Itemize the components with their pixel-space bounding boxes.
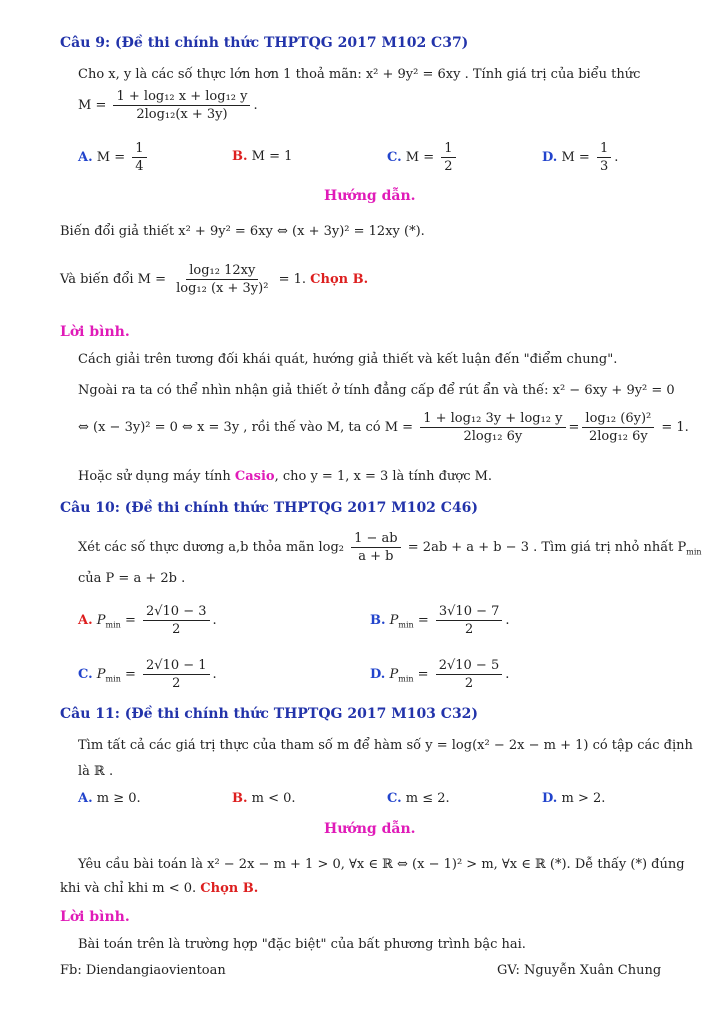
option-letter: C. (78, 667, 93, 682)
footer-right: GV: Nguyễn Xuân Chung (497, 963, 662, 978)
comment-fraction-2 (582, 410, 654, 445)
comment-den-1: 2log₁₂ 6y (463, 429, 523, 444)
q10-stem-line2: của P = a + 2b . (78, 571, 186, 586)
option-lhs: M = (561, 150, 590, 165)
q10-stem-post: = 2ab + a + b − 3 . Tìm giá trị nhỏ nhất P (407, 540, 687, 555)
option-den: 2 (172, 622, 181, 637)
option-lhs: M = (96, 150, 126, 165)
q9-comment-line2: Ngoài ra ta có thể nhìn nhận giả thiết ở tính đẳng cấp để rút ẩn và thế: x² − 6xy + 9y² = 0 (78, 383, 675, 398)
guide-post: = 1. (278, 272, 307, 287)
option-letter: C. (387, 791, 402, 806)
q9-guide-line1: Biến đổi giả thiết x² + 9y² = 6xy ⇔ (x + 3y)² = 12xy (*). (60, 224, 425, 239)
guide-num: log₁₂ 12xy (186, 262, 258, 280)
q9-option-a[interactable] (78, 140, 150, 175)
q11-option-a[interactable] (78, 790, 141, 808)
option-lhs: P (96, 613, 106, 628)
option-fraction (143, 657, 210, 692)
option-lhs: M = (405, 150, 435, 165)
option-letter: A. (78, 150, 93, 165)
option-den: 2 (464, 676, 474, 691)
option-den: 2 (465, 622, 474, 637)
q11-stem-line2: là ℝ . (78, 764, 114, 779)
question-11-title: Câu 11: (Đề thi chính thức THPTQG 2017 M103 C32) (60, 706, 479, 722)
q11-guide-heading: Hướng dẫn. (324, 821, 416, 837)
q9-option-b[interactable] (232, 148, 292, 166)
q9-comment-line4 (78, 468, 492, 486)
option-letter: D. (542, 791, 558, 806)
option-sub: min (398, 620, 414, 630)
q11-option-b[interactable] (232, 790, 296, 808)
q10-option-a[interactable]: A. $P_{min}$ = $\frac{2√10 - 3}{2}$ . (78, 604, 217, 637)
question-9-title: Câu 9: (Đề thi chính thức THPTQG 2017 M102 C37) (60, 35, 469, 51)
q9-comment-line3: ⇔ (x − 3y)² = 0 ⇔ x = 3y , rồi thế vào M, ta có M = $\frac{\text{1 + log₁₂ 3y + log₁₂ y}}{\text{2log₁₂ 6y}}$ = $\frac{\text{log₁₂ (6y)²}}{\text{2log₁₂ 6y}}$ = 1. (78, 411, 689, 444)
option-text: m ≥ 0. (96, 791, 141, 806)
q9-option-c[interactable] (387, 140, 459, 175)
q9-option-d[interactable]: D. M = $\frac{1}{3}$ . (542, 141, 619, 174)
option-sub: min (398, 674, 414, 684)
option-num: 1 (132, 140, 146, 158)
q9-expr-lhs: M = (78, 98, 107, 113)
q10-option-b[interactable]: B. $P_{min}$ = $\frac{3√10 - 7}{2}$ . (370, 604, 510, 637)
chosen-answer: Chọn B. (200, 881, 259, 896)
comment-fraction-1 (420, 410, 565, 445)
q9-stem-line1: Cho x, y là các số thực lớn hơn 1 thoả mãn: x² + 9y² = 6xy . Tính giá trị của biểu thức (78, 67, 641, 82)
q10-option-c[interactable]: C. $P_{min}$ = $\frac{2√10 - 1}{2}$ . (78, 658, 217, 691)
option-den: 2 (172, 676, 181, 691)
option-letter: A. (78, 791, 93, 806)
option-sub: min (105, 620, 121, 630)
option-lhs: P (96, 667, 106, 682)
comment-pre: ⇔ (x − 3y)² = 0 ⇔ x = 3y , rồi thế vào M, ta có M = (78, 420, 414, 435)
q9-comment-line1: Cách giải trên tương đối khái quát, hướng giả thiết và kết luận đến "điểm chung". (78, 352, 618, 367)
q9-expression: M = $\frac{\text{1 + log₁₂ x + log₁₂ y}}{\text{2log₁₂(x + 3y)}}$ . (78, 89, 258, 122)
comment-num-2: log₁₂ (6y)² (582, 410, 654, 428)
comment-den-2: 2log₁₂ 6y (588, 429, 648, 444)
option-den: 2 (444, 159, 453, 174)
option-fraction (441, 140, 455, 175)
option-letter: A. (78, 613, 93, 628)
option-text: m < 0. (251, 791, 296, 806)
q11-option-c[interactable] (387, 790, 450, 808)
option-num: 2√10 − 5 (436, 657, 503, 675)
option-den: 3 (599, 159, 609, 174)
option-fraction (436, 657, 503, 692)
guide-pre: Và biến đổi M = (60, 272, 166, 287)
q10-stem-fraction (351, 530, 401, 565)
q10-stem-num: 1 − ab (351, 530, 401, 548)
option-fraction (143, 603, 210, 638)
q10-option-d[interactable]: D. $P_{min}$ = $\frac{2√10 - 5}{2}$ . (370, 658, 510, 691)
option-letter: B. (232, 791, 248, 806)
q9-guide-line2 (60, 262, 368, 297)
option-num: 1 (441, 140, 455, 158)
q9-guide-heading: Hướng dẫn. (324, 188, 416, 204)
footer-left: Fb: Diendangiaovientoan (60, 963, 226, 978)
q11-comment-line1: Bài toán trên là trường hợp "đặc biệt" của bất phương trình bậc hai. (78, 937, 526, 952)
q9-expr-den: 2log₁₂(x + 3y) (136, 107, 228, 122)
question-10-title: Câu 10: (Đề thi chính thức THPTQG 2017 M102 C46) (60, 500, 479, 516)
q10-stem-pre: Xét các số thực dương a,b thỏa mãn log₂ (78, 540, 344, 555)
option-text: M = 1 (251, 149, 293, 164)
option-letter: D. (370, 667, 386, 682)
q10-stem-line1 (78, 530, 702, 565)
option-lhs: P (389, 613, 399, 628)
q11-comment-heading: Lời bình. (60, 909, 130, 925)
q11-stem-line1: Tìm tất cả các giá trị thực của tham số m để hàm số y = log(x² − 2x − m + 1) có tập các định (78, 738, 693, 753)
option-sub: min (105, 674, 121, 684)
q11-guide-line2 (60, 880, 258, 898)
guide-fraction (173, 262, 271, 297)
casio-label: Casio (234, 469, 275, 484)
option-letter: B. (232, 149, 248, 164)
option-text: m > 2. (561, 791, 606, 806)
option-num: 2√10 − 1 (143, 657, 210, 675)
q10-stem-den: a + b (358, 549, 394, 564)
option-fraction (132, 140, 146, 175)
q11-option-d[interactable] (542, 790, 605, 808)
option-num: 2√10 − 3 (143, 603, 210, 621)
chosen-answer: Chọn B. (310, 272, 369, 287)
option-letter: D. (542, 150, 558, 165)
guide-text: khi và chỉ khi m < 0. (60, 881, 197, 896)
option-letter: B. (370, 613, 386, 628)
option-num: 3√10 − 7 (436, 603, 503, 621)
q9-comment-heading: Lời bình. (60, 324, 130, 340)
comment-line4-pre: Hoặc sử dụng máy tính (78, 469, 231, 484)
q10-stem-sub: min (686, 547, 702, 557)
guide-den: log₁₂ (x + 3y)² (176, 281, 269, 296)
option-num: 1 (597, 140, 611, 158)
comment-num-1: 1 + log₁₂ 3y + log₁₂ y (420, 410, 565, 428)
q9-expr-fraction (113, 88, 250, 123)
comment-line4-post: , cho y = 1, x = 3 là tính được M. (274, 469, 493, 484)
q9-expr-num: 1 + log₁₂ x + log₁₂ y (113, 88, 250, 106)
option-fraction (597, 140, 611, 175)
option-lhs: P (389, 667, 399, 682)
comment-post: = 1. (661, 420, 689, 435)
option-text: m ≤ 2. (405, 791, 450, 806)
option-fraction (436, 603, 503, 638)
q11-guide-line1: Yêu cầu bài toán là x² − 2x − m + 1 > 0, ∀x ∈ ℝ ⇔ (x − 1)² > m, ∀x ∈ ℝ (*). Dễ thấy (*) đúng (78, 857, 685, 872)
option-den: 4 (135, 159, 144, 174)
option-letter: C. (387, 150, 402, 165)
